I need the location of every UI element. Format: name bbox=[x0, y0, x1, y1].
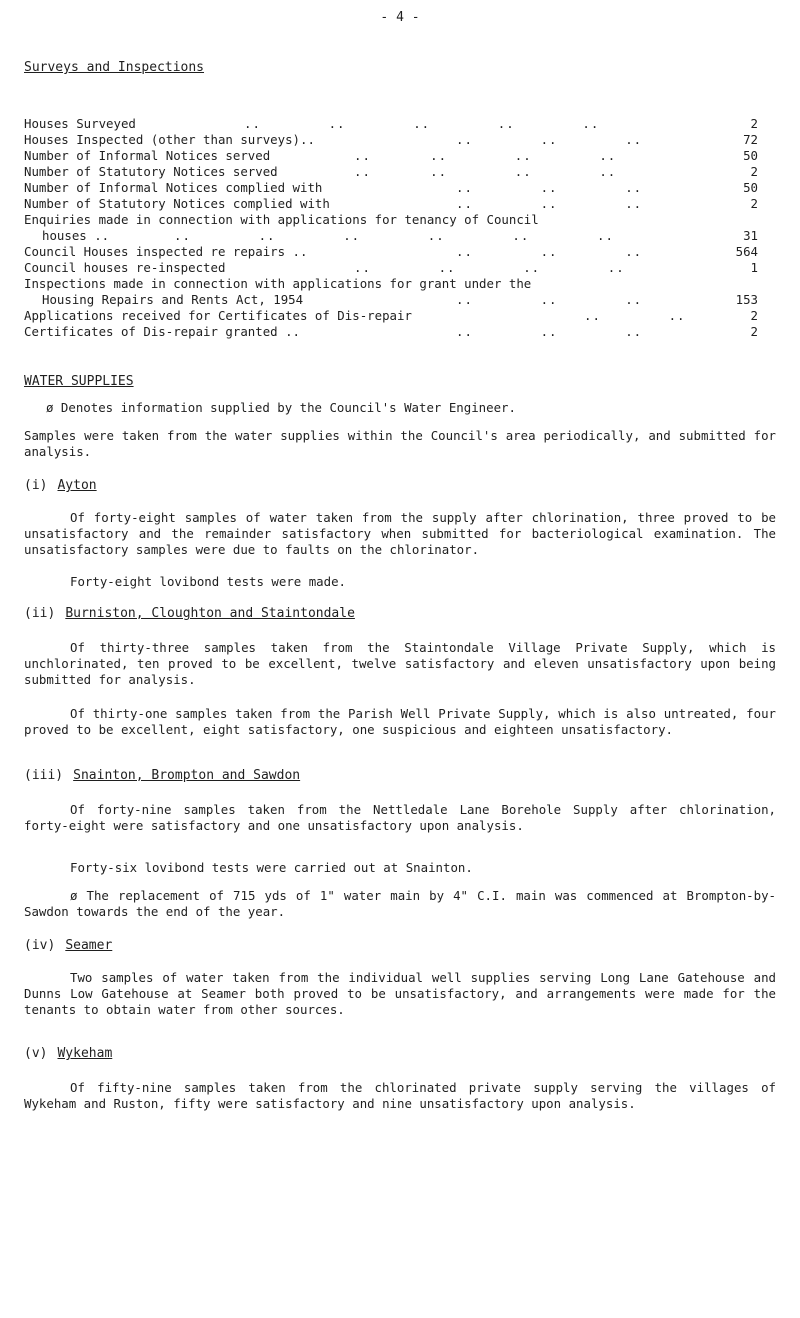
section-heading: (iv) Seamer bbox=[24, 938, 113, 953]
row-value: 50 bbox=[743, 148, 758, 163]
water-intro: Samples were taken from the water supplies within the Council's area periodically, and submitted for analysis. bbox=[24, 428, 776, 459]
row-label: Number of Statutory Notices served bbox=[24, 164, 278, 179]
water-supplies-heading: WATER SUPPLIES bbox=[24, 374, 134, 389]
row-label: Houses Surveyed bbox=[24, 116, 136, 131]
table-row bbox=[24, 212, 776, 228]
row-label: Number of Statutory Notices complied with bbox=[24, 196, 330, 211]
row-label: Inspections made in connection with applications for grant under the bbox=[24, 276, 532, 291]
row-value: 72 bbox=[743, 132, 758, 147]
table-row: Number of Statutory Notices complied with .. .. .. 2 bbox=[24, 196, 758, 211]
row-label: Certificates of Dis-repair granted .. bbox=[24, 324, 301, 339]
row-label: Number of Informal Notices complied with bbox=[24, 180, 323, 195]
table-row: Number of Statutory Notices served .. .. .. .. 2 bbox=[24, 164, 758, 179]
row-value: 50 bbox=[743, 180, 758, 195]
section-paragraph: Of fifty-nine samples taken from the chlorinated private supply serving the villages of Wykeham and Ruston, fifty were satisfactory and nine unsatisfactory upon analysis. bbox=[24, 1080, 776, 1111]
section-paragraph: Of forty-eight samples of water taken from the supply after chlorination, three proved to be unsatisfactory and the remainder satisfactory when submitted for bacteriological examination. The unsatisfactory samples were due to faults on the chlorinator. bbox=[24, 510, 776, 557]
row-value: 153 bbox=[735, 292, 758, 307]
section-paragraph: Forty-six lovibond tests were carried out at Snainton. bbox=[70, 860, 473, 875]
row-value: 31 bbox=[743, 228, 758, 243]
table-row: Council Houses inspected re repairs .. .. .. .. 564 bbox=[24, 244, 758, 259]
table-row: Houses Inspected (other than surveys).. .. .. .. 72 bbox=[24, 132, 758, 147]
surveys-table bbox=[24, 116, 776, 340]
row-value: 2 bbox=[750, 196, 758, 211]
table-row: houses .. .. .. .. .. .. .. 31 bbox=[42, 228, 758, 243]
row-value: 2 bbox=[750, 324, 758, 339]
table-row bbox=[24, 276, 776, 292]
section-paragraph: Of thirty-one samples taken from the Parish Well Private Supply, which is also untreated, four proved to be excellent, eight satisfactory, one suspicious and eighteen unsatisfactory. bbox=[24, 706, 776, 737]
table-row: Applications received for Certificates of Dis-repair .. .. 2 bbox=[24, 308, 758, 323]
page-number: - 4 - bbox=[380, 10, 420, 25]
row-label: Number of Informal Notices served bbox=[24, 148, 271, 163]
section-heading: (ii) Burniston, Cloughton and Staintondale bbox=[24, 606, 355, 621]
table-row: Certificates of Dis-repair granted .. .. .. .. 2 bbox=[24, 324, 758, 339]
row-label: Council Houses inspected re repairs .. bbox=[24, 244, 308, 259]
table-row: Council houses re-inspected .. .. .. .. 1 bbox=[24, 260, 758, 275]
row-label: Housing Repairs and Rents Act, 1954 bbox=[42, 292, 304, 307]
section-paragraph: ø The replacement of 715 yds of 1" water main by 4" C.I. main was commenced at Brompton-by-Sawdon towards the end of the year. bbox=[24, 888, 776, 919]
row-label: houses .. bbox=[42, 228, 110, 243]
section-heading: (v) Wykeham bbox=[24, 1046, 113, 1061]
section-paragraph: Of forty-nine samples taken from the Nettledale Lane Borehole Supply after chlorination, forty-eight were satisfactory and one unsatisfactory upon analysis. bbox=[24, 802, 776, 833]
row-label: Houses Inspected (other than surveys).. bbox=[24, 132, 315, 147]
section-heading: (i) Ayton bbox=[24, 478, 97, 493]
row-value: 2 bbox=[750, 116, 758, 131]
row-value: 2 bbox=[750, 308, 758, 323]
row-value: 1 bbox=[750, 260, 758, 275]
table-row: Housing Repairs and Rents Act, 1954 .. .. .. 153 bbox=[42, 292, 758, 307]
table-row: Number of Informal Notices complied with .. .. .. 50 bbox=[24, 180, 758, 195]
surveys-heading: Surveys and Inspections bbox=[24, 60, 205, 75]
row-value: 2 bbox=[750, 164, 758, 179]
engineer-note: ø Denotes information supplied by the Council's Water Engineer. bbox=[46, 400, 516, 415]
table-row: Number of Informal Notices served .. .. .. .. 50 bbox=[24, 148, 758, 163]
table-row: Houses Surveyed .. .. .. .. .. 2 bbox=[24, 116, 758, 131]
section-paragraph: Two samples of water taken from the individual well supplies serving Long Lane Gatehouse and Dunns Low Gatehouse at Seamer both proved to be unsatisfactory, and arrangements were made for the tenants to obtain water from other sources. bbox=[24, 970, 776, 1017]
row-label: Council houses re-inspected bbox=[24, 260, 226, 275]
row-value: 564 bbox=[735, 244, 758, 259]
section-heading: (iii) Snainton, Brompton and Sawdon bbox=[24, 768, 301, 783]
row-label: Applications received for Certificates of Dis-repair bbox=[24, 308, 412, 323]
section-paragraph: Forty-eight lovibond tests were made. bbox=[70, 574, 347, 589]
row-label: Enquiries made in connection with applications for tenancy of Council bbox=[24, 212, 539, 227]
section-paragraph: Of thirty-three samples taken from the Staintondale Village Private Supply, which is unchlorinated, ten proved to be excellent, twelve satisfactory and eleven unsatisfactory upon being submitted for analysis. bbox=[24, 640, 776, 687]
